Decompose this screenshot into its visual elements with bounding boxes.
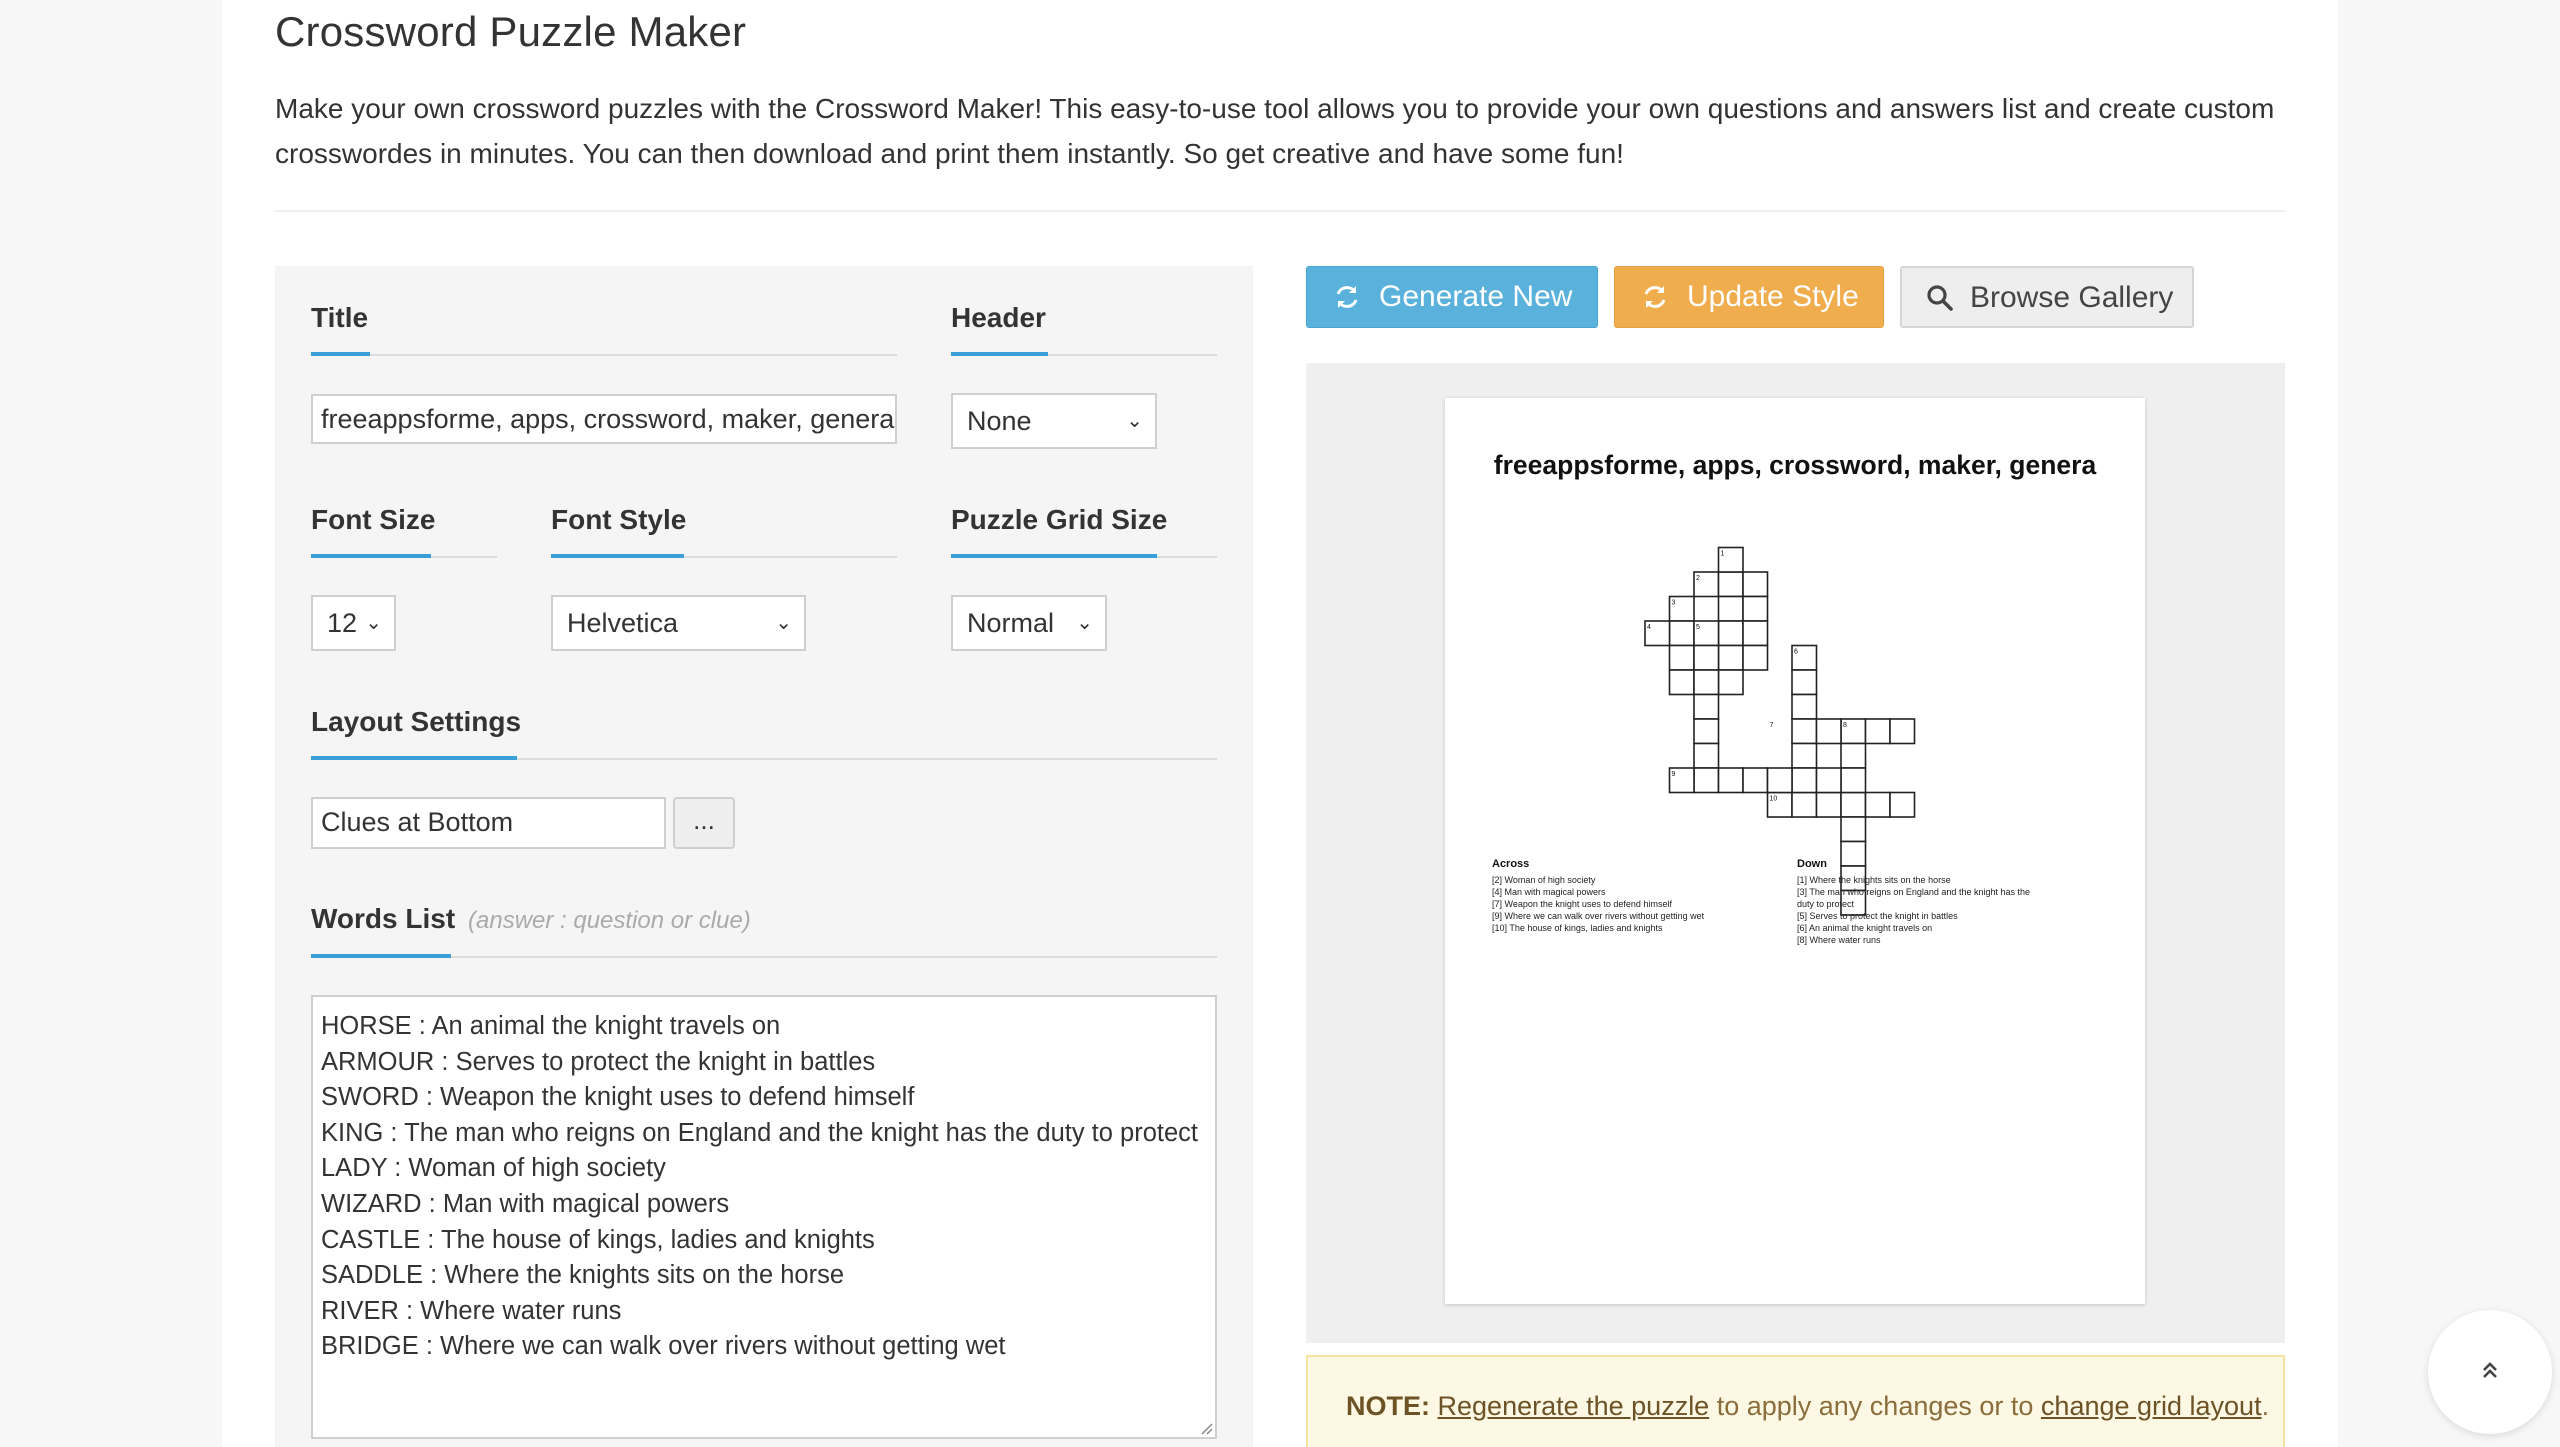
across-clue: [4] Man with magical powers <box>1492 887 1606 897</box>
double-chevron-up-icon <box>2476 1356 2504 1384</box>
word-line: KING : The man who reigns on England and the knight has the duty to protect <box>321 1118 1198 1147</box>
grid-size-select[interactable] <box>951 595 1107 651</box>
grid-number: 5 <box>1696 624 1700 631</box>
grid-cell <box>1719 768 1744 793</box>
font-size-select-value: 12 <box>327 608 358 638</box>
grid-cell <box>1841 793 1866 818</box>
down-clue: [5] Serves to protect the knight in battles <box>1797 911 1958 921</box>
page-intro: Make your own crossword puzzles with the Crossword Maker! This easy-to-use tool allows you to provide your own questions and answers list and create custom crosswordes in minutes. You can then download and print them instantly. So get creative and have some fun! <box>275 93 2275 169</box>
refresh-icon <box>1333 283 1361 311</box>
note-suffix: . <box>2261 1391 2270 1421</box>
note-prefix: NOTE: <box>1346 1391 1430 1421</box>
grid-cell <box>1694 646 1719 671</box>
grid-cell <box>1841 817 1866 842</box>
refresh-icon <box>1641 283 1669 311</box>
resize-grip-icon[interactable] <box>1199 1421 1213 1435</box>
font-style-label: Font Style <box>551 504 687 535</box>
grid-cell <box>1792 670 1817 695</box>
grid-number: 7 <box>1769 722 1774 729</box>
grid-cell <box>1841 744 1866 769</box>
font-size-label: Font Size <box>311 504 436 535</box>
grid-cell <box>1841 842 1866 867</box>
words-list-label: Words List <box>311 903 456 934</box>
words-list-hint: (answer : question or clue) <box>468 907 751 934</box>
browse-gallery-button[interactable] <box>1900 266 2194 328</box>
title-label: Title <box>311 302 369 333</box>
layout-input[interactable]: Clues at Bottom <box>311 797 666 849</box>
grid-size-label: Puzzle Grid Size <box>951 504 1168 535</box>
grid-number: 6 <box>1794 648 1798 656</box>
across-clue: [2] Woman of high society <box>1492 875 1596 885</box>
grid-number: 9 <box>1671 771 1676 778</box>
title-accent <box>311 352 370 356</box>
font-size-accent <box>311 554 431 558</box>
grid-number: 1 <box>1720 550 1725 558</box>
search-icon <box>1926 284 1954 312</box>
crossword-grid <box>1445 398 2145 1304</box>
grid-cell <box>1792 695 1817 720</box>
font-style-accent <box>551 554 684 558</box>
update-style-label: Update Style <box>1687 280 1859 313</box>
grid-cell <box>1670 646 1695 671</box>
font-size-select[interactable] <box>311 595 396 651</box>
divider <box>275 210 2285 212</box>
layout-label: Layout Settings <box>311 706 522 737</box>
grid-cell <box>1890 719 1915 744</box>
grid-cell <box>1694 695 1719 720</box>
header-select-value: None <box>967 406 1032 436</box>
title-divider <box>311 354 897 356</box>
grid-number: 3 <box>1671 599 1676 607</box>
layout-options-button[interactable]: ... <box>673 797 735 849</box>
word-line: BRIDGE : Where we can walk over rivers without getting wet <box>321 1332 1006 1361</box>
grid-cell <box>1817 793 1842 818</box>
word-line: LADY : Woman of high society <box>321 1154 666 1183</box>
header-label: Header <box>951 302 1046 333</box>
puzzle-preview-sheet <box>1445 398 2145 1304</box>
down-clue: duty to protect <box>1797 899 1855 909</box>
down-clue: [3] The man who reigns on England and the knight has the <box>1797 887 2030 897</box>
across-heading: Across <box>1492 858 1530 870</box>
change-grid-layout-link[interactable]: change grid layout <box>2040 1391 2262 1421</box>
grid-cell <box>1792 768 1817 793</box>
grid-cell <box>1670 621 1695 646</box>
grid-cell <box>1694 744 1719 769</box>
grid-number: 10 <box>1769 795 1778 803</box>
grid-cell <box>1743 572 1768 597</box>
grid-cell <box>1866 793 1891 818</box>
grid-cell <box>1694 768 1719 793</box>
grid-size-select-value: Normal <box>967 608 1055 638</box>
browse-gallery-label: Browse Gallery <box>1970 281 2174 314</box>
grid-cell <box>1719 670 1744 695</box>
word-line: RIVER : Where water runs <box>321 1296 622 1325</box>
grid-cell <box>1743 768 1768 793</box>
header-accent <box>951 352 1048 356</box>
page-title: Crossword Puzzle Maker <box>275 8 747 55</box>
across-clue: [7] Weapon the knight uses to defend himself <box>1492 899 1672 909</box>
grid-cell <box>1694 670 1719 695</box>
header-select[interactable] <box>951 393 1157 449</box>
down-clue: [6] An animal the knight travels on <box>1797 923 1933 933</box>
chevron-down-icon: ⌄ <box>1076 612 1093 634</box>
grid-cell <box>1841 768 1866 793</box>
grid-cell <box>1792 793 1817 818</box>
font-style-select-value: Helvetica <box>567 608 679 638</box>
update-style-button[interactable] <box>1614 266 1884 328</box>
grid-cell <box>1694 719 1719 744</box>
note-middle-text: to apply any changes or to <box>1709 1391 2041 1421</box>
puzzle-preview-title: freeappsforme, apps, crossword, maker, genera <box>1493 450 2097 480</box>
chevron-down-icon: ⌄ <box>775 612 792 634</box>
words-list-textarea[interactable] <box>311 995 1217 1439</box>
grid-cell <box>1792 719 1817 744</box>
grid-number: 4 <box>1647 624 1651 631</box>
grid-cell <box>1719 621 1744 646</box>
down-clue: [1] Where the knights sits on the horse <box>1797 875 1951 885</box>
title-input[interactable]: freeappsforme, apps, crossword, maker, genera <box>311 394 897 444</box>
word-line: CASTLE : The house of kings, ladies and knights <box>321 1225 875 1254</box>
grid-cell <box>1768 768 1793 793</box>
regenerate-link[interactable]: Regenerate the puzzle <box>1437 1391 1710 1421</box>
down-clue: [8] Where water runs <box>1797 935 1881 945</box>
down-heading: Down <box>1797 858 1827 870</box>
words-list-accent <box>311 954 451 958</box>
grid-cell <box>1719 597 1744 622</box>
grid-cell <box>1719 572 1744 597</box>
across-clue: [10] The house of kings, ladies and knights <box>1492 923 1663 933</box>
word-line: SWORD : Weapon the knight uses to defend himself <box>321 1083 915 1112</box>
grid-number: 2 <box>1696 575 1700 582</box>
word-line: ARMOUR : Serves to protect the knight in battles <box>321 1047 876 1076</box>
grid-size-accent <box>951 554 1157 558</box>
grid-cell <box>1743 621 1768 646</box>
chevron-down-icon: ⌄ <box>365 612 382 634</box>
font-style-select[interactable] <box>551 595 806 651</box>
grid-cell <box>1670 670 1695 695</box>
back-to-top-button[interactable] <box>2428 1310 2552 1434</box>
chevron-down-icon: ⌄ <box>1126 410 1143 432</box>
layout-accent <box>311 756 517 760</box>
generate-new-label: Generate New <box>1379 280 1573 313</box>
grid-number: 8 <box>1843 722 1847 729</box>
grid-cell <box>1890 793 1915 818</box>
grid-cell <box>1817 768 1842 793</box>
grid-cell <box>1743 597 1768 622</box>
generate-new-button[interactable] <box>1306 266 1598 328</box>
grid-cell <box>1866 719 1891 744</box>
note-banner <box>1306 1355 2285 1447</box>
word-line: SADDLE : Where the knights sits on the horse <box>321 1261 844 1290</box>
word-line: HORSE : An animal the knight travels on <box>321 1012 781 1040</box>
grid-cell <box>1817 719 1842 744</box>
grid-cell <box>1719 646 1744 671</box>
word-line: WIZARD : Man with magical powers <box>321 1189 730 1218</box>
across-clue: [9] Where we can walk over rivers without getting wet <box>1492 911 1705 921</box>
grid-cell <box>1792 744 1817 769</box>
grid-cell <box>1743 646 1768 671</box>
